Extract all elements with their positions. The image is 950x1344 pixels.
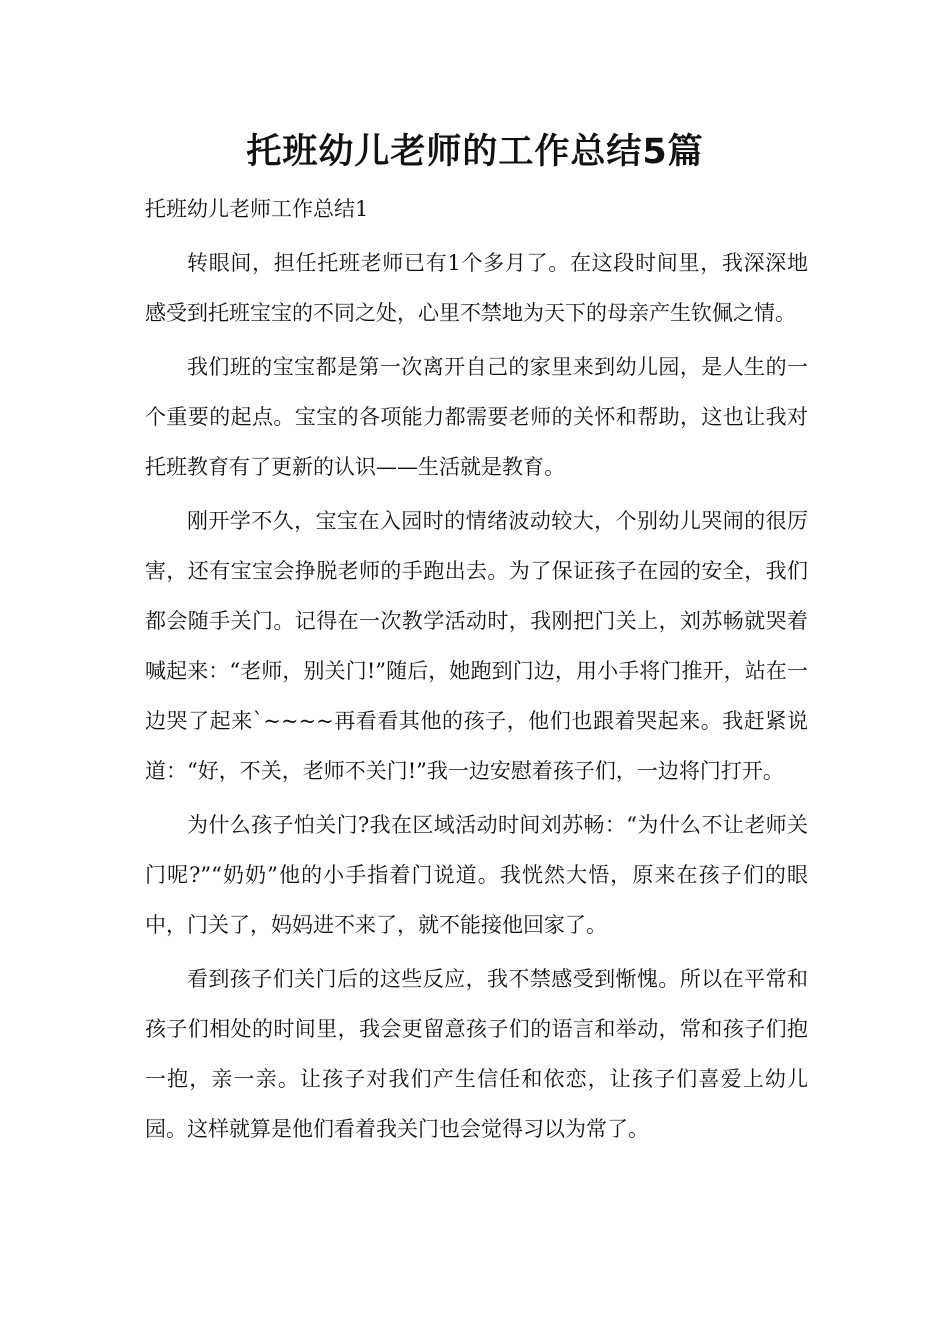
paragraph-2: 我们班的宝宝都是第一次离开自己的家里来到幼儿园，是人生的一个重要的起点。宝宝的各项能力都需要老师的关怀和帮助，这也让我对托班教育有了更新的认识——生活就是教育。	[145, 355, 808, 479]
paragraph-4: 为什么孩子怕关门?我在区域活动时间刘苏畅：“为什么不让老师关门呢?”“奶奶”他的小手指着门说道。我恍然大悟，原来在孩子们的眼中，门关了，妈妈进不来了，就不能接他回家了。	[145, 813, 808, 937]
document-body	[145, 184, 808, 1154]
paragraph-3: 刚开学不久，宝宝在入园时的情绪波动较大，个别幼儿哭闹的很厉害，还有宝宝会挣脱老师的手跑出去。为了保证孩子在园的安全，我们都会随手关门。记得在一次教学活动时，我刚把门关上，刘苏畅就哭着喊起来：“老师，别关门!”随后，她跑到门边，用小手将门推开，站在一边哭了起来`~~~~再看看其他的孩子，他们也跟着哭起来。我赶紧说道：“好，不关，老师不关门!”我一边安慰着孩子们，一边将门打开。	[145, 509, 808, 783]
paragraph-1: 转眼间，担任托班老师已有1个多月了。在这段时间里，我深深地感受到托班宝宝的不同之处，心里不禁地为天下的母亲产生钦佩之情。	[145, 251, 808, 325]
document-title: 托班幼儿老师的工作总结5篇	[246, 132, 704, 172]
paragraph-5: 看到孩子们关门后的这些反应，我不禁感受到惭愧。所以在平常和孩子们相处的时间里，我会更留意孩子们的语言和举动，常和孩子们抱一抱，亲一亲。让孩子对我们产生信任和依恋，让孩子们喜爱上幼儿园。这样就算是他们看着我关门也会觉得习以为常了。	[145, 967, 808, 1141]
section-heading: 托班幼儿老师工作总结1	[145, 197, 369, 221]
